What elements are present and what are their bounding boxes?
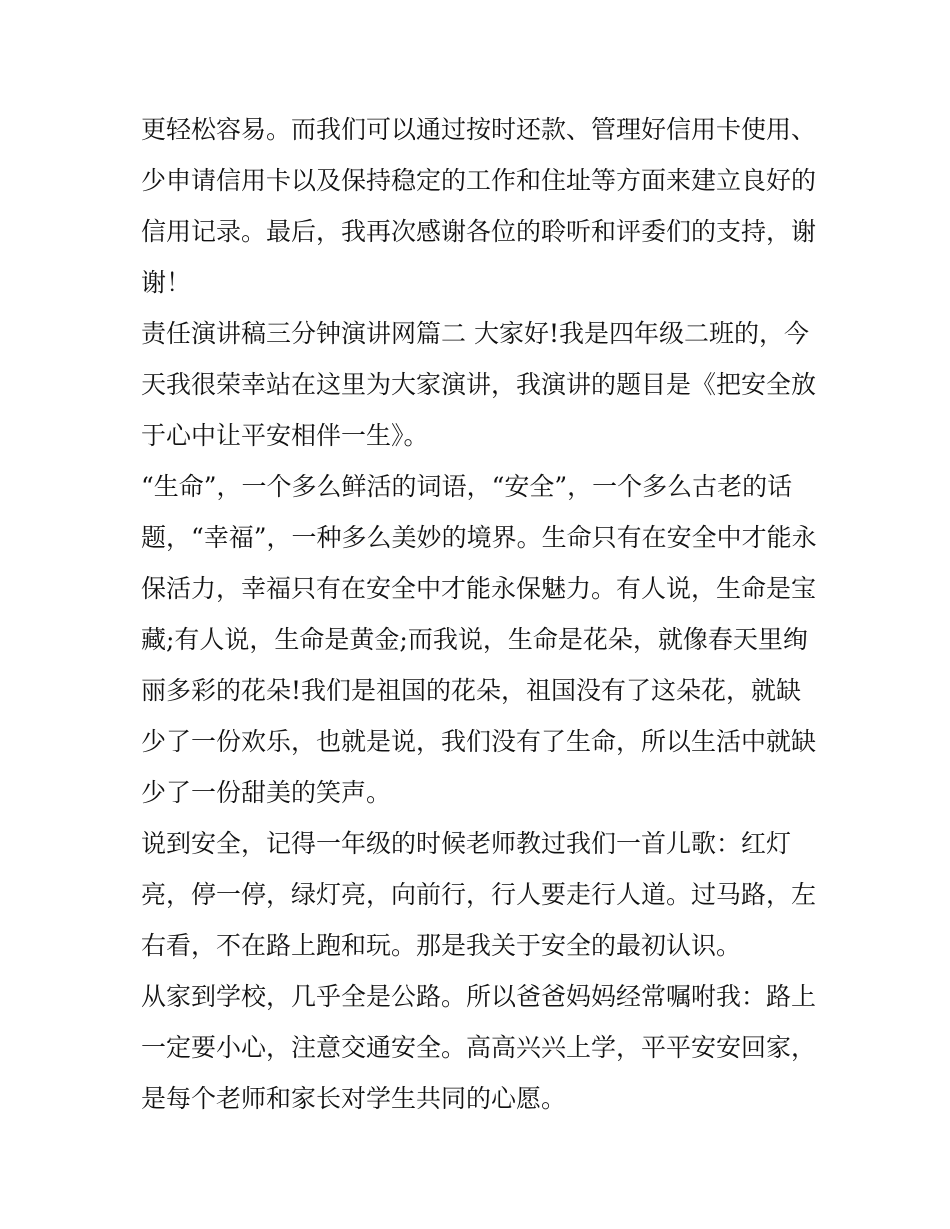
text-line: 丽多彩的花朵!我们是祖国的花朵，祖国没有了这朵花，就缺 [141,676,802,705]
text-line: 天我很荣幸站在这里为大家演讲，我演讲的题目是《把安全放 [141,370,817,399]
text-line: 藏;有人说，生命是黄金;而我说，生命是花朵，就像春天里绚 [141,625,808,654]
document-body [141,104,821,1124]
text-line: “生命”，一个多么鲜活的词语，“安全”，一个多么古老的话 [141,472,793,501]
text-line: 右看，不在路上跑和玩。那是我关于安全的最初认识。 [141,931,742,960]
text-line: 少申请信用卡以及保持稳定的工作和住址等方面来建立良好的 [141,166,817,195]
text-line: 说到安全，记得一年级的时候老师教过我们一首儿歌：红灯 [141,829,792,858]
text-line: 责任演讲稿三分钟演讲网篇二 大家好!我是四年级二班的，今 [141,319,809,348]
text-line: 少了一份甜美的笑声。 [141,778,392,807]
text-line: 谢！ [141,268,192,297]
text-line: 信用记录。最后，我再次感谢各位的聆听和评委们的支持，谢 [141,217,817,246]
text-line: 从家到学校，几乎全是公路。所以爸爸妈妈经常嘱咐我：路上 [141,982,817,1011]
text-line: 是每个老师和家长对学生共同的心愿。 [141,1084,567,1113]
text-line: 少了一份欢乐，也就是说，我们没有了生命，所以生活中就缺 [141,727,817,756]
text-line: 更轻松容易。而我们可以通过按时还款、管理好信用卡使用、 [141,115,817,144]
text-line: 保活力，幸福只有在安全中才能永保魅力。有人说，生命是宝 [141,574,817,603]
text-line: 于心中让平安相伴一生》。 [141,421,429,450]
text-line: 一定要小心，注意交通安全。高高兴兴上学，平平安安回家， [141,1033,817,1062]
text-line: 亮，停一停，绿灯亮，向前行，行人要走行人道。过马路，左 [141,880,817,909]
text-line: 题，“幸福”，一种多么美妙的境界。生命只有在安全中才能永 [141,523,817,552]
